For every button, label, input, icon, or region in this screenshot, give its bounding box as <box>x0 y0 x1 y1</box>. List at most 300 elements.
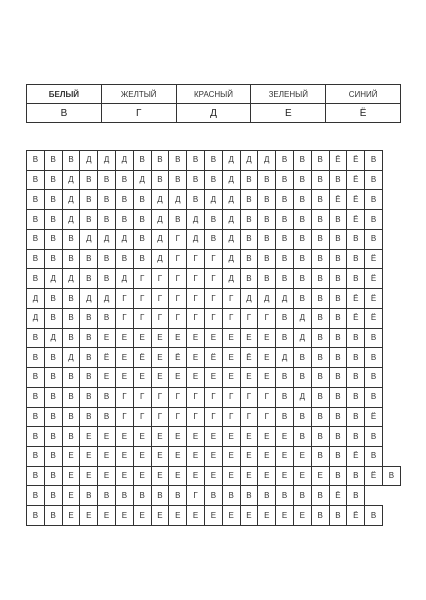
grid-cell: Г <box>169 308 187 328</box>
grid-cell: Е <box>204 427 222 447</box>
grid-cell: Е <box>258 427 276 447</box>
grid-cell: В <box>311 170 329 190</box>
grid-cell: В <box>44 348 62 368</box>
grid-cell: В <box>62 427 80 447</box>
grid-cell: Г <box>204 249 222 269</box>
grid-cell: В <box>80 190 98 210</box>
grid-cell: Д <box>222 210 240 230</box>
grid-cell: Е <box>222 466 240 486</box>
grid-cell: Е <box>204 447 222 467</box>
grid-cell: Е <box>187 466 205 486</box>
grid-cell: В <box>133 210 151 230</box>
grid-cell: В <box>293 249 311 269</box>
grid-cell: Е <box>187 348 205 368</box>
grid-cell: В <box>80 368 98 388</box>
grid-cell: Е <box>204 506 222 526</box>
grid-cell: Г <box>187 387 205 407</box>
grid-cell: В <box>240 170 258 190</box>
grid-cell: Ё <box>347 151 365 171</box>
grid-cell: Г <box>133 269 151 289</box>
grid-cell: Е <box>222 348 240 368</box>
grid-cell: В <box>44 506 62 526</box>
grid-cell: Е <box>204 328 222 348</box>
color-name-blue: СИНИЙ <box>326 85 401 104</box>
grid-row <box>27 427 401 447</box>
grid-cell: В <box>27 466 45 486</box>
grid-cell: В <box>365 427 383 447</box>
grid-row <box>27 151 401 171</box>
grid-cell: В <box>276 387 294 407</box>
grid-cell: Е <box>204 368 222 388</box>
grid-cell: Е <box>151 328 169 348</box>
grid-cell: Е <box>151 368 169 388</box>
grid-cell: Г <box>133 387 151 407</box>
grid-cell: Е <box>151 427 169 447</box>
grid-cell: В <box>98 210 116 230</box>
grid-cell: В <box>80 308 98 328</box>
grid-cell: Ё <box>347 190 365 210</box>
grid-cell: В <box>276 190 294 210</box>
grid-cell: В <box>365 210 383 230</box>
grid-cell: Д <box>222 190 240 210</box>
grid-cell: Е <box>258 466 276 486</box>
grid-cell: В <box>27 407 45 427</box>
grid-cell: В <box>169 210 187 230</box>
grid-cell: В <box>27 447 45 467</box>
grid-cell: Г <box>115 407 133 427</box>
grid-cell: В <box>62 407 80 427</box>
grid-cell: В <box>311 229 329 249</box>
grid-cell: В <box>276 486 294 506</box>
grid-cell: Г <box>187 249 205 269</box>
grid-cell: Г <box>204 289 222 309</box>
grid-cell: Е <box>169 328 187 348</box>
grid-cell: В <box>27 427 45 447</box>
grid-cell: Г <box>204 269 222 289</box>
grid-cell: Е <box>240 506 258 526</box>
grid-cell: Е <box>62 506 80 526</box>
grid-cell: Д <box>44 328 62 348</box>
grid-cell: Е <box>222 506 240 526</box>
grid-cell: В <box>204 170 222 190</box>
grid-cell: Е <box>98 328 116 348</box>
color-letter-yellow: Г <box>101 104 176 123</box>
grid-row <box>27 328 401 348</box>
grid-cell: Е <box>240 427 258 447</box>
color-name-white: БЕЛЫЙ <box>27 85 102 104</box>
grid-cell: В <box>293 427 311 447</box>
grid-cell: Ё <box>329 486 347 506</box>
grid-cell: В <box>311 269 329 289</box>
grid-cell: Е <box>80 427 98 447</box>
grid-cell: В <box>44 289 62 309</box>
grid-cell: В <box>27 506 45 526</box>
grid-cell: Е <box>115 447 133 467</box>
grid-row <box>27 368 401 388</box>
grid-cell: В <box>347 229 365 249</box>
grid-cell: В <box>311 308 329 328</box>
grid-cell: В <box>347 486 365 506</box>
grid-cell: Г <box>133 308 151 328</box>
grid-cell: Д <box>187 210 205 230</box>
grid-cell: В <box>44 308 62 328</box>
grid-cell: В <box>44 249 62 269</box>
grid-cell: В <box>62 387 80 407</box>
grid-cell: В <box>365 506 383 526</box>
grid-cell: Г <box>204 308 222 328</box>
grid-cell: Г <box>187 269 205 289</box>
grid-cell: В <box>276 308 294 328</box>
grid-cell: В <box>27 210 45 230</box>
grid-cell: В <box>98 387 116 407</box>
grid-cell: Д <box>222 269 240 289</box>
grid-cell: Е <box>80 506 98 526</box>
grid-cell: Е <box>98 466 116 486</box>
grid-cell: Е <box>293 447 311 467</box>
grid-cell: В <box>347 269 365 289</box>
grid-cell: Ё <box>365 269 383 289</box>
grid-cell: В <box>240 190 258 210</box>
grid-cell: Е <box>115 466 133 486</box>
grid-cell: В <box>151 170 169 190</box>
grid-row <box>27 269 401 289</box>
grid-cell: В <box>329 447 347 467</box>
grid-cell: Г <box>169 407 187 427</box>
grid-cell: В <box>258 249 276 269</box>
grid-cell: В <box>98 308 116 328</box>
grid-cell: Е <box>62 486 80 506</box>
grid-cell: В <box>276 151 294 171</box>
grid-cell: В <box>293 348 311 368</box>
grid-cell: Е <box>169 368 187 388</box>
grid-cell: Г <box>187 407 205 427</box>
grid-cell: Г <box>258 308 276 328</box>
grid-cell: Д <box>151 190 169 210</box>
grid-cell: Е <box>115 368 133 388</box>
grid-cell: В <box>329 407 347 427</box>
grid-row <box>27 486 401 506</box>
grid-cell: В <box>44 368 62 388</box>
grid-cell: Е <box>80 447 98 467</box>
grid-cell: Е <box>276 427 294 447</box>
grid-cell: В <box>204 210 222 230</box>
grid-cell: Д <box>169 190 187 210</box>
grid-cell: Д <box>151 210 169 230</box>
grid-cell: Е <box>258 348 276 368</box>
grid-cell: Е <box>187 506 205 526</box>
grid-cell: Е <box>169 466 187 486</box>
grid-row <box>27 387 401 407</box>
grid-cell: Д <box>62 348 80 368</box>
grid-cell: Е <box>204 466 222 486</box>
color-letter-red: Д <box>176 104 251 123</box>
grid-cell: В <box>276 368 294 388</box>
grid-cell: Г <box>240 407 258 427</box>
grid-cell: Е <box>133 328 151 348</box>
grid-cell: В <box>187 151 205 171</box>
grid-cell: В <box>44 229 62 249</box>
grid-cell: Е <box>258 328 276 348</box>
grid-cell: Е <box>293 466 311 486</box>
grid-cell: В <box>293 269 311 289</box>
grid-cell: В <box>347 368 365 388</box>
grid-cell: Е <box>222 368 240 388</box>
grid-cell: В <box>44 486 62 506</box>
grid-cell: Г <box>151 407 169 427</box>
color-letter-blue: Ё <box>326 104 401 123</box>
grid-cell: Ё <box>347 170 365 190</box>
grid-cell: Г <box>240 308 258 328</box>
grid-cell: В <box>27 229 45 249</box>
grid-cell: Е <box>258 506 276 526</box>
coloring-grid <box>26 150 401 526</box>
grid-cell: В <box>311 210 329 230</box>
grid-row <box>27 249 401 269</box>
grid-cell: Г <box>222 387 240 407</box>
grid-cell: В <box>329 308 347 328</box>
grid-cell: Е <box>151 348 169 368</box>
grid-cell: Е <box>151 506 169 526</box>
grid-cell: В <box>80 348 98 368</box>
grid-cell: Е <box>276 506 294 526</box>
color-letters-row <box>27 104 401 123</box>
grid-cell: Г <box>151 269 169 289</box>
grid-row <box>27 289 401 309</box>
color-key-table <box>26 84 401 123</box>
grid-cell: В <box>151 486 169 506</box>
grid-cell: Г <box>169 269 187 289</box>
grid-cell: Е <box>240 466 258 486</box>
grid-cell: В <box>293 229 311 249</box>
grid-cell: Е <box>98 427 116 447</box>
grid-cell: Е <box>187 368 205 388</box>
grid-cell: В <box>169 486 187 506</box>
grid-cell: В <box>240 210 258 230</box>
grid-cell: В <box>365 348 383 368</box>
grid-cell: В <box>258 170 276 190</box>
grid-cell: Г <box>204 407 222 427</box>
grid-cell: В <box>240 269 258 289</box>
grid-cell: Д <box>27 289 45 309</box>
grid-cell: Д <box>80 151 98 171</box>
grid-cell: В <box>329 289 347 309</box>
grid-cell: В <box>98 269 116 289</box>
grid-cell: В <box>133 190 151 210</box>
grid-cell: Ё <box>365 466 383 486</box>
grid-cell: В <box>98 170 116 190</box>
grid-row <box>27 506 401 526</box>
grid-cell: В <box>169 170 187 190</box>
grid-cell: В <box>347 427 365 447</box>
grid-cell: Д <box>115 229 133 249</box>
grid-cell: В <box>133 249 151 269</box>
grid-cell: В <box>258 269 276 289</box>
grid-cell: Д <box>44 269 62 289</box>
color-names-row <box>27 85 401 104</box>
grid-cell: Г <box>222 407 240 427</box>
grid-cell: Е <box>98 447 116 467</box>
grid-cell: Е <box>240 447 258 467</box>
grid-cell: В <box>347 249 365 269</box>
grid-cell: Е <box>240 328 258 348</box>
grid-cell: В <box>133 151 151 171</box>
grid-cell: Е <box>187 427 205 447</box>
grid-cell: Г <box>169 249 187 269</box>
grid-cell: Ё <box>347 447 365 467</box>
grid-cell: В <box>293 170 311 190</box>
grid-cell: Е <box>133 506 151 526</box>
grid-cell: Ё <box>347 506 365 526</box>
grid-cell: В <box>115 249 133 269</box>
grid-cell: Е <box>115 328 133 348</box>
grid-row <box>27 190 401 210</box>
grid-cell: Г <box>240 387 258 407</box>
grid-cell: Г <box>151 308 169 328</box>
grid-cell: В <box>98 190 116 210</box>
grid-cell: Г <box>151 289 169 309</box>
grid-cell: Г <box>169 229 187 249</box>
grid-cell: В <box>258 190 276 210</box>
grid-cell: Д <box>222 151 240 171</box>
grid-cell: Е <box>222 447 240 467</box>
color-name-red: КРАСНЫЙ <box>176 85 251 104</box>
grid-cell: Е <box>133 466 151 486</box>
grid-cell: Ё <box>204 348 222 368</box>
grid-cell: В <box>311 387 329 407</box>
grid-cell: Д <box>293 308 311 328</box>
grid-cell: В <box>44 466 62 486</box>
grid-cell: В <box>115 210 133 230</box>
grid-cell: В <box>44 447 62 467</box>
grid-cell: В <box>240 486 258 506</box>
grid-cell: Е <box>169 506 187 526</box>
grid-cell: В <box>115 486 133 506</box>
grid-cell: В <box>62 328 80 348</box>
grid-cell: Е <box>115 427 133 447</box>
grid-cell: Д <box>204 190 222 210</box>
grid-cell: Г <box>115 289 133 309</box>
grid-cell: Г <box>115 308 133 328</box>
grid-cell: В <box>27 486 45 506</box>
grid-cell: В <box>329 348 347 368</box>
grid-row <box>27 170 401 190</box>
grid-cell: В <box>80 170 98 190</box>
grid-cell: Д <box>62 170 80 190</box>
grid-cell: В <box>222 486 240 506</box>
grid-cell: В <box>347 407 365 427</box>
grid-cell: Д <box>115 269 133 289</box>
grid-cell: Е <box>311 466 329 486</box>
grid-cell: В <box>62 151 80 171</box>
grid-cell: В <box>293 151 311 171</box>
grid-cell: Д <box>98 289 116 309</box>
grid-cell: Е <box>62 466 80 486</box>
grid-cell: В <box>62 289 80 309</box>
grid-cell: Г <box>169 387 187 407</box>
grid-row <box>27 447 401 467</box>
grid-cell: В <box>311 486 329 506</box>
grid-cell: Ё <box>365 249 383 269</box>
grid-cell: Д <box>293 387 311 407</box>
grid-cell: Е <box>276 447 294 467</box>
grid-cell: Е <box>240 368 258 388</box>
grid-cell: Д <box>62 190 80 210</box>
grid-cell: В <box>329 170 347 190</box>
grid-cell: В <box>240 249 258 269</box>
color-name-green: ЗЕЛЕНЫЙ <box>251 85 326 104</box>
grid-cell: В <box>44 407 62 427</box>
grid-cell: В <box>44 387 62 407</box>
grid-cell: Е <box>133 427 151 447</box>
grid-row <box>27 229 401 249</box>
grid-cell: В <box>258 229 276 249</box>
grid-cell: Ё <box>133 348 151 368</box>
grid-cell: В <box>293 407 311 427</box>
grid-cell: В <box>311 368 329 388</box>
grid-cell: В <box>276 407 294 427</box>
grid-cell: В <box>329 269 347 289</box>
grid-cell: Ё <box>365 407 383 427</box>
grid-cell: В <box>62 368 80 388</box>
grid-cell: В <box>80 210 98 230</box>
grid-cell: В <box>204 151 222 171</box>
grid-cell: Д <box>240 289 258 309</box>
grid-cell: В <box>311 190 329 210</box>
grid-cell: В <box>329 249 347 269</box>
grid-cell: Е <box>133 447 151 467</box>
grid-cell: В <box>311 289 329 309</box>
grid-cell: Д <box>293 328 311 348</box>
grid-cell: В <box>311 506 329 526</box>
grid-cell: Ё <box>365 308 383 328</box>
grid-cell: В <box>98 486 116 506</box>
grid-cell: В <box>27 170 45 190</box>
grid-row <box>27 308 401 328</box>
grid-cell: В <box>98 407 116 427</box>
grid-cell: Е <box>169 447 187 467</box>
grid-cell: В <box>276 249 294 269</box>
grid-cell: В <box>347 348 365 368</box>
grid-row <box>27 407 401 427</box>
grid-cell: Ё <box>347 308 365 328</box>
color-letter-green: Е <box>251 104 326 123</box>
grid-cell: В <box>276 229 294 249</box>
grid-cell: Е <box>169 427 187 447</box>
grid-cell: В <box>133 486 151 506</box>
grid-cell: Е <box>258 447 276 467</box>
grid-cell: Е <box>222 328 240 348</box>
grid-cell: Е <box>133 368 151 388</box>
grid-cell: В <box>311 249 329 269</box>
grid-cell: Д <box>115 151 133 171</box>
grid-cell: Г <box>258 387 276 407</box>
grid-cell: В <box>27 348 45 368</box>
grid-cell: В <box>329 466 347 486</box>
grid-cell: В <box>27 151 45 171</box>
grid-cell: Ё <box>347 289 365 309</box>
grid-cell: Е <box>276 466 294 486</box>
grid-cell: Ё <box>98 348 116 368</box>
grid-cell: В <box>80 486 98 506</box>
grid-cell: В <box>293 289 311 309</box>
grid-cell: Д <box>98 229 116 249</box>
grid-cell: В <box>311 447 329 467</box>
grid-cell: Г <box>187 486 205 506</box>
grid-cell: В <box>293 210 311 230</box>
grid-cell: Д <box>62 210 80 230</box>
grid-cell: Е <box>187 447 205 467</box>
grid-cell: Г <box>187 308 205 328</box>
